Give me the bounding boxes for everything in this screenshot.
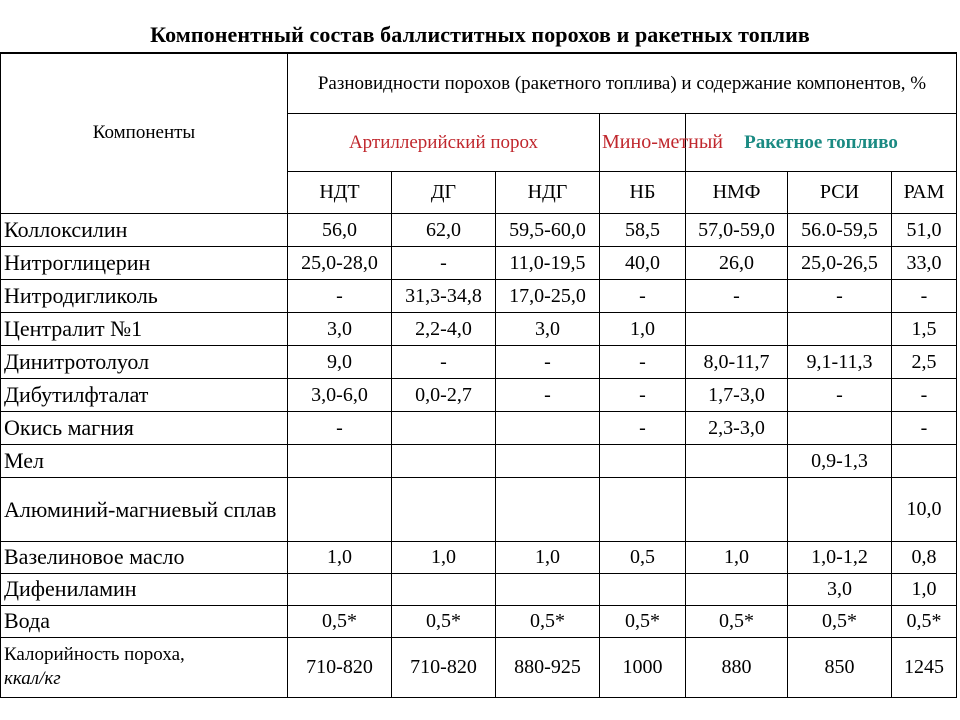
table-cell xyxy=(686,477,788,541)
table-row xyxy=(1,411,957,444)
table-cell: 0,5* xyxy=(686,605,788,637)
table-cell: 11,0-19,5 xyxy=(496,246,600,279)
table-cell xyxy=(496,477,600,541)
table-cell xyxy=(892,444,957,477)
table-cell: 56,0 xyxy=(288,213,392,246)
table-cell xyxy=(788,477,892,541)
table-cell: 1,0 xyxy=(288,541,392,573)
table-cell: 0,5* xyxy=(788,605,892,637)
table-row xyxy=(1,541,957,573)
row-label: Централит №1 xyxy=(1,312,288,345)
table-cell: 2,3-3,0 xyxy=(686,411,788,444)
table-cell xyxy=(392,411,496,444)
row-label: Динитротолуол xyxy=(1,345,288,378)
table-cell: 9,1-11,3 xyxy=(788,345,892,378)
table-cell: - xyxy=(788,378,892,411)
table-title: Компонентный состав баллиститных порохов и ракетных топлив xyxy=(150,22,810,47)
table-cell: 710-820 xyxy=(288,637,392,697)
table-cell: 0,5* xyxy=(600,605,686,637)
table-cell: 880 xyxy=(686,637,788,697)
table-cell: 2,2-4,0 xyxy=(392,312,496,345)
table-cell: 1,7-3,0 xyxy=(686,378,788,411)
row-label: Дифениламин xyxy=(1,573,288,605)
table-cell: 1,0 xyxy=(600,312,686,345)
group-rocket xyxy=(686,113,957,171)
table-cell: 0,8 xyxy=(892,541,957,573)
table-cell: 8,0-11,7 xyxy=(686,345,788,378)
table-cell: 3,0 xyxy=(288,312,392,345)
kinds-header: Разновидности порохов (ракетного топлива) и содержание компонентов, % xyxy=(288,53,957,113)
table-row xyxy=(1,605,957,637)
table-cell: 710-820 xyxy=(392,637,496,697)
table-cell xyxy=(392,573,496,605)
table-cell: 33,0 xyxy=(892,246,957,279)
column-header: НБ xyxy=(600,171,686,213)
table-cell: 0,5* xyxy=(892,605,957,637)
table-cell: 59,5-60,0 xyxy=(496,213,600,246)
row-label: Дибутилфталат xyxy=(1,378,288,411)
table-cell: - xyxy=(392,345,496,378)
group-artillery-label: Артиллерийский порох xyxy=(348,131,539,153)
table-cell: 62,0 xyxy=(392,213,496,246)
row-label: Окись магния xyxy=(1,411,288,444)
row-label: Вазелиновое масло xyxy=(1,541,288,573)
table-cell: 3,0-6,0 xyxy=(288,378,392,411)
column-header: НДГ xyxy=(496,171,600,213)
table-cell: - xyxy=(600,411,686,444)
table-cell: 40,0 xyxy=(600,246,686,279)
row-label xyxy=(1,637,288,697)
table-cell xyxy=(600,573,686,605)
table-cell: 1,0 xyxy=(686,541,788,573)
column-header: РАМ xyxy=(892,171,957,213)
table-cell: 1,0 xyxy=(892,573,957,605)
table-row xyxy=(1,444,957,477)
table-cell: 0,5 xyxy=(600,541,686,573)
group-mortar: Мино-метный xyxy=(600,113,686,171)
table-cell: 1000 xyxy=(600,637,686,697)
table-cell xyxy=(496,444,600,477)
column-header: НМФ xyxy=(686,171,788,213)
group-artillery xyxy=(288,113,600,171)
group-rocket-label: Ракетное топливо xyxy=(744,131,898,153)
table-cell: - xyxy=(496,345,600,378)
table-row xyxy=(1,345,957,378)
table-cell: 0,5* xyxy=(392,605,496,637)
table-cell xyxy=(392,444,496,477)
row-label: Вода xyxy=(1,605,288,637)
table-cell: 10,0 xyxy=(892,477,957,541)
table-cell: - xyxy=(288,411,392,444)
column-header: РСИ xyxy=(788,171,892,213)
table-cell: 880-925 xyxy=(496,637,600,697)
table-row xyxy=(1,279,957,312)
table-cell: 57,0-59,0 xyxy=(686,213,788,246)
table-cell: - xyxy=(892,279,957,312)
table-cell: 17,0-25,0 xyxy=(496,279,600,312)
header-row-1 xyxy=(1,53,957,113)
table-cell: - xyxy=(788,279,892,312)
table-cell: - xyxy=(892,378,957,411)
calorific-label: Калорийность пороха, xyxy=(4,644,185,665)
table-cell: 58,5 xyxy=(600,213,686,246)
table-cell: - xyxy=(892,411,957,444)
table-cell: 3,0 xyxy=(496,312,600,345)
table-cell: 25,0-28,0 xyxy=(288,246,392,279)
table-cell: - xyxy=(392,246,496,279)
table-row xyxy=(1,312,957,345)
table-cell: - xyxy=(600,345,686,378)
table-cell: 26,0 xyxy=(686,246,788,279)
table-cell xyxy=(788,411,892,444)
column-header: НДТ xyxy=(288,171,392,213)
column-header: ДГ xyxy=(392,171,496,213)
table-cell: - xyxy=(496,378,600,411)
table-cell: - xyxy=(686,279,788,312)
table-cell: - xyxy=(288,279,392,312)
table-cell: 0,5* xyxy=(496,605,600,637)
row-label: Нитроглицерин xyxy=(1,246,288,279)
table-row xyxy=(1,637,957,697)
table-cell: 25,0-26,5 xyxy=(788,246,892,279)
table-cell: 1,0-1,2 xyxy=(788,541,892,573)
table-cell xyxy=(496,573,600,605)
table-cell: 0,0-2,7 xyxy=(392,378,496,411)
table-cell: 0,5* xyxy=(288,605,392,637)
table-cell: 1,0 xyxy=(496,541,600,573)
table-row xyxy=(1,213,957,246)
table-cell: - xyxy=(600,378,686,411)
table-cell xyxy=(288,444,392,477)
row-label: Нитродигликоль xyxy=(1,279,288,312)
table-cell xyxy=(392,477,496,541)
table-cell xyxy=(288,573,392,605)
table-cell xyxy=(686,444,788,477)
table-cell xyxy=(600,444,686,477)
table-cell: 31,3-34,8 xyxy=(392,279,496,312)
row-label: Коллоксилин xyxy=(1,213,288,246)
table-cell: 9,0 xyxy=(288,345,392,378)
table-cell xyxy=(496,411,600,444)
table-cell xyxy=(686,312,788,345)
table-cell xyxy=(788,312,892,345)
calorific-unit: ккал/кг xyxy=(4,668,61,689)
table-cell: 0,9-1,3 xyxy=(788,444,892,477)
composition-table xyxy=(0,52,957,698)
table-row xyxy=(1,378,957,411)
table-cell: 56.0-59,5 xyxy=(788,213,892,246)
table-cell: - xyxy=(600,279,686,312)
table-cell: 1,0 xyxy=(392,541,496,573)
table-cell xyxy=(600,477,686,541)
table-row xyxy=(1,477,957,541)
table-cell: 850 xyxy=(788,637,892,697)
table-cell: 1,5 xyxy=(892,312,957,345)
table-cell: 51,0 xyxy=(892,213,957,246)
table-cell: 2,5 xyxy=(892,345,957,378)
table-cell xyxy=(288,477,392,541)
components-header: Компоненты xyxy=(1,53,288,213)
table-cell: 1245 xyxy=(892,637,957,697)
row-label: Мел xyxy=(1,444,288,477)
table-row xyxy=(1,246,957,279)
row-label: Алюминий-магниевый сплав xyxy=(1,477,288,541)
table-row xyxy=(1,573,957,605)
table-cell: 3,0 xyxy=(788,573,892,605)
table-cell xyxy=(686,573,788,605)
